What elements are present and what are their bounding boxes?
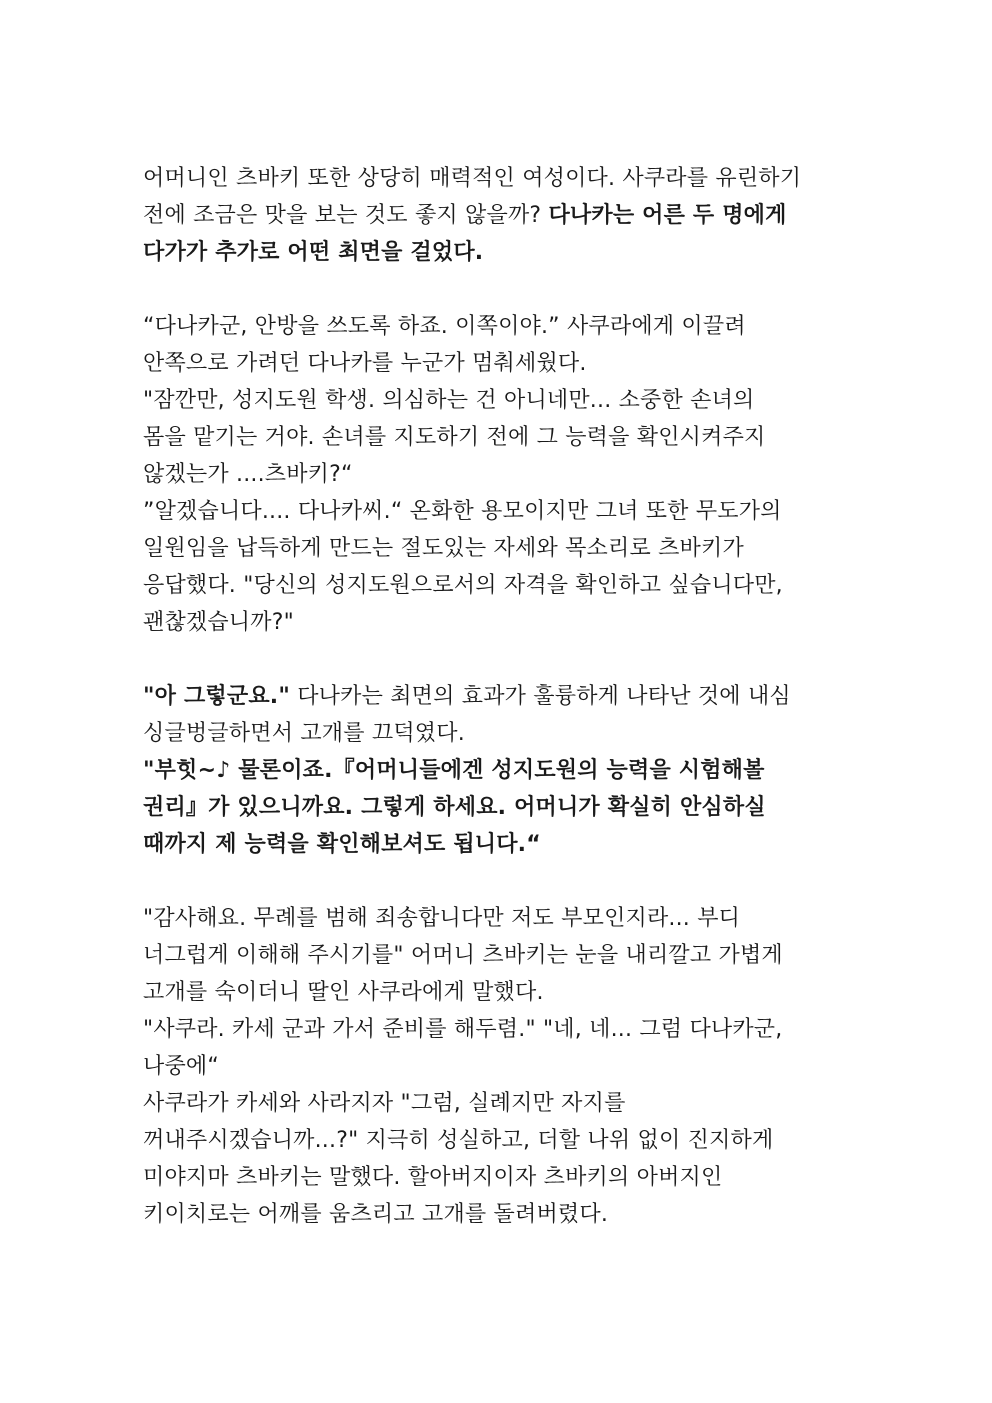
text-run: 전에 조금은 맛을 보는 것도 좋지 않을까? bbox=[143, 203, 549, 228]
text-run: 안쪽으로 가려던 다나카를 누군가 멈춰세웠다. bbox=[143, 351, 587, 376]
text-line bbox=[143, 826, 863, 863]
text-line bbox=[143, 345, 863, 382]
text-line bbox=[143, 974, 863, 1011]
paragraph bbox=[143, 678, 863, 863]
paragraph-gap bbox=[143, 641, 863, 678]
bold-text-run: "아 그렇군요." bbox=[143, 684, 291, 709]
text-line bbox=[143, 789, 863, 826]
text-run: 꺼내주시겠습니까...?" 지극히 성실하고, 더할 나위 없이 진지하게 bbox=[143, 1128, 774, 1153]
text-line bbox=[143, 1122, 863, 1159]
text-line bbox=[143, 678, 863, 715]
text-line bbox=[143, 160, 863, 197]
text-run: 몸을 맡기는 거야. 손녀를 지도하기 전에 그 능력을 확인시켜주지 bbox=[143, 425, 766, 450]
text-line bbox=[143, 1085, 863, 1122]
paragraph-gap bbox=[143, 863, 863, 900]
text-line bbox=[143, 752, 863, 789]
text-run: 응답했다. "당신의 성지도원으로서의 자격을 확인하고 싶습니다만, bbox=[143, 573, 783, 598]
text-run: 미야지마 츠바키는 말했다. 할아버지이자 츠바키의 아버지인 bbox=[143, 1165, 723, 1190]
text-run: 어머니인 츠바키 또한 상당히 매력적인 여성이다. 사쿠라를 유린하기 bbox=[143, 166, 802, 191]
text-line bbox=[143, 493, 863, 530]
paragraph bbox=[143, 308, 863, 641]
text-run: 나중에“ bbox=[143, 1054, 219, 1079]
text-line bbox=[143, 382, 863, 419]
body-text bbox=[143, 160, 863, 1233]
bold-text-run: 권리』가 있으니까요. 그렇게 하세요. 어머니가 확실히 안심하실 bbox=[143, 795, 766, 820]
text-line bbox=[143, 1196, 863, 1233]
text-line bbox=[143, 197, 863, 234]
text-run: 싱글벙글하면서 고개를 끄덕였다. bbox=[143, 721, 465, 746]
text-line bbox=[143, 456, 863, 493]
text-line bbox=[143, 1011, 863, 1048]
paragraph bbox=[143, 900, 863, 1233]
paragraph bbox=[143, 160, 863, 271]
text-line bbox=[143, 900, 863, 937]
text-run: 사쿠라가 카세와 사라지자 "그럼, 실례지만 자지를 bbox=[143, 1091, 626, 1116]
bold-text-run: 다가가 추가로 어떤 최면을 걸었다. bbox=[143, 240, 484, 265]
text-line bbox=[143, 604, 863, 641]
text-line bbox=[143, 715, 863, 752]
bold-text-run: 다나카는 어른 두 명에게 bbox=[548, 203, 787, 228]
text-line bbox=[143, 567, 863, 604]
text-run: “다나카군, 안방을 쓰도록 하죠. 이쪽이야.” 사쿠라에게 이끌려 bbox=[143, 314, 746, 339]
bold-text-run: 때까지 제 능력을 확인해보셔도 됩니다.“ bbox=[143, 832, 541, 857]
text-line bbox=[143, 1048, 863, 1085]
text-run: "사쿠라. 카세 군과 가서 준비를 해두렴." "네, 네... 그럼 다나카군, bbox=[143, 1017, 783, 1042]
text-run: "잠깐만, 성지도원 학생. 의심하는 건 아니네만... 소중한 손녀의 bbox=[143, 388, 755, 413]
text-line bbox=[143, 530, 863, 567]
text-line bbox=[143, 308, 863, 345]
text-run: 괜찮겠습니까?" bbox=[143, 610, 294, 635]
text-line bbox=[143, 1159, 863, 1196]
text-run: 않겠는가 ....츠바키?“ bbox=[143, 462, 353, 487]
text-line bbox=[143, 419, 863, 456]
text-line bbox=[143, 234, 863, 271]
text-run: 다나카는 최면의 효과가 훌륭하게 나타난 것에 내심 bbox=[290, 684, 791, 709]
text-run: 일원임을 납득하게 만드는 절도있는 자세와 목소리로 츠바키가 bbox=[143, 536, 744, 561]
text-run: 키이치로는 어깨를 움츠리고 고개를 돌려버렸다. bbox=[143, 1202, 609, 1227]
text-line bbox=[143, 937, 863, 974]
paragraph-gap bbox=[143, 271, 863, 308]
text-run: "감사해요. 무례를 범해 죄송합니다만 저도 부모인지라... 부디 bbox=[143, 906, 741, 931]
text-run: 너그럽게 이해해 주시기를" 어머니 츠바키는 눈을 내리깔고 가볍게 bbox=[143, 943, 783, 968]
text-run: 고개를 숙이더니 딸인 사쿠라에게 말했다. bbox=[143, 980, 544, 1005]
text-run: ”알겠습니다.... 다나카씨.“ 온화한 용모이지만 그녀 또한 무도가의 bbox=[143, 499, 782, 524]
bold-text-run: "부힛~♪ 물론이죠.『어머니들에겐 성지도원의 능력을 시험해볼 bbox=[143, 758, 765, 783]
